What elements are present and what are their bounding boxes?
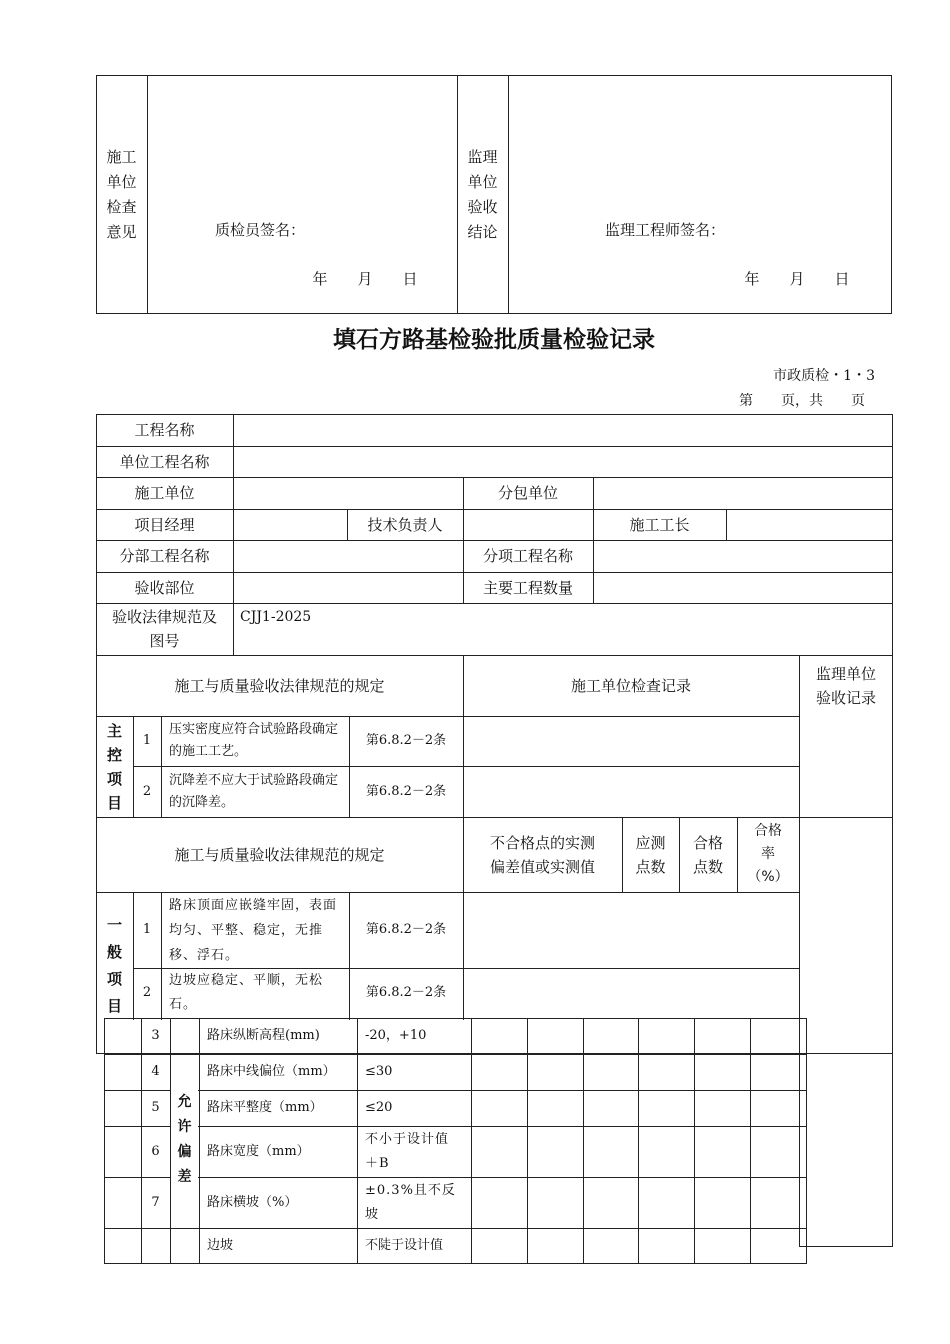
- main-item-text: 压实密度应符合试验路段确定的施工工艺。: [169, 722, 339, 759]
- tolerance-no: [141, 1228, 170, 1264]
- tolerance-value: 不陡于设计值: [365, 1238, 444, 1253]
- general-label: 一 般 项 目: [106, 916, 122, 1015]
- should-count-header: 应测 点数: [635, 833, 666, 876]
- main-item-no: 2: [142, 783, 152, 799]
- standard-label: 验收法律规范及 图号: [111, 608, 217, 650]
- tolerance-name: 路床平整度（mm）: [207, 1100, 323, 1115]
- tolerance-name: 路床纵断高程(mm): [207, 1028, 320, 1043]
- tolerance-no: 5: [151, 1100, 160, 1115]
- tolerance-name: 路床中线偏位（mm）: [207, 1064, 336, 1079]
- supervision-date: 年 月 日: [744, 270, 850, 288]
- inspector-signature-label: 质检员签名：: [214, 221, 305, 239]
- construction-date: 年 月 日: [312, 270, 418, 288]
- tolerance-name: 路床宽度（mm）: [207, 1143, 310, 1159]
- check-record-header: 施工单位检查记录: [570, 676, 691, 695]
- main-control-label: 主 控 项 目: [106, 721, 122, 812]
- tolerance-no: 7: [151, 1194, 160, 1210]
- general-item-clause: 第6.8.2－2条: [365, 922, 447, 937]
- tolerance-value: 不小于设计值 ＋B: [365, 1131, 450, 1171]
- main-item-clause: 第6.8.2－2条: [365, 733, 447, 748]
- construction-opinion-label: 施工 单位 检查 意见: [106, 148, 137, 241]
- engineer-signature-label: 监理工程师签名：: [604, 221, 725, 239]
- acceptance-part-label: 验收部位: [134, 578, 195, 597]
- tolerance-no: 6: [151, 1143, 160, 1159]
- tolerance-label: 允 许 偏 差: [177, 1094, 192, 1185]
- pass-count-header: 合格 点数: [692, 833, 723, 876]
- tolerance-value: ≤20: [365, 1100, 393, 1115]
- general-item-no: 1: [142, 922, 152, 937]
- main-quantity-label: 主要工程数量: [482, 578, 573, 597]
- rule-header: 施工与质量验收法律规范的规定: [174, 676, 385, 695]
- doc-code: 市政质检・1・3: [773, 368, 875, 384]
- subcontract-unit-label: 分包单位: [497, 484, 558, 502]
- main-item-no: 1: [142, 733, 152, 748]
- project-manager-label: 项目经理: [134, 515, 195, 534]
- pass-rate-header: 合格 率 （%）: [747, 823, 789, 885]
- page-title: 填石方路基检验批质量检验记录: [333, 327, 655, 353]
- tolerance-no: 4: [151, 1064, 160, 1079]
- general-item-text: 路床顶面应嵌缝牢固，表面均匀、平整、稳定，无推移、浮石。: [169, 897, 338, 963]
- general-item-clause: 第6.8.2－2条: [365, 985, 447, 1000]
- general-rule-header: 施工与质量验收法律规范的规定: [174, 845, 385, 864]
- tolerance-value: ±0.3%且不反 坡: [365, 1182, 456, 1222]
- general-item-text: 边坡应稳定、平顺，无松石。: [169, 973, 324, 1012]
- tolerance-name: 路床横坡（%）: [207, 1194, 298, 1210]
- supervision-record-header: 监理单位 验收记录: [815, 664, 876, 707]
- tech-lead-label: 技术负责人: [367, 515, 443, 534]
- main-item-text: 沉降差不应大于试验路段确定的沉降差。: [169, 772, 339, 810]
- project-name-label: 工程名称: [134, 421, 195, 439]
- foreman-label: 施工工长: [629, 515, 690, 534]
- construction-unit-label: 施工单位: [134, 484, 195, 502]
- tolerance-value: -20，+10: [365, 1028, 427, 1043]
- division-name-label: 分部工程名称: [119, 547, 210, 565]
- unit-project-name-label: 单位工程名称: [119, 452, 210, 471]
- supervision-conclusion-label: 监理 单位 验收 结论: [467, 148, 498, 241]
- tolerance-name: 边坡: [207, 1238, 234, 1253]
- standard-value: CJJ1-2025: [240, 609, 312, 625]
- tolerance-value: ≤30: [365, 1064, 393, 1079]
- deviation-header: 不合格点的实测 偏差值或实测值: [489, 833, 595, 876]
- main-item-clause: 第6.8.2－2条: [365, 783, 447, 799]
- item-name-label: 分项工程名称: [482, 547, 573, 565]
- tolerance-no: 3: [151, 1028, 160, 1043]
- page-info: 第 页，共 页: [739, 393, 865, 409]
- general-item-no: 2: [142, 985, 152, 1000]
